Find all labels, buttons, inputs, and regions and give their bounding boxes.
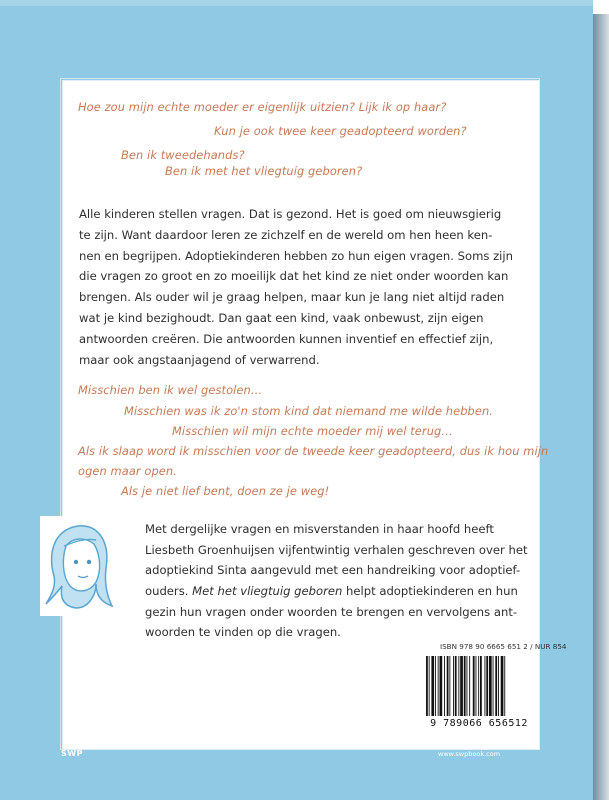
barcode-bar	[449, 656, 450, 716]
barcode-bar	[447, 656, 449, 716]
intro-line: maar ook angstaanjagend of verwarrend.	[79, 352, 320, 367]
barcode-bar	[480, 656, 482, 716]
cover-shadow	[593, 14, 609, 800]
barcode-bar	[495, 656, 497, 716]
barcode-bar	[493, 656, 494, 716]
summary-line	[145, 540, 528, 561]
publisher-website: www.swpbook.com	[438, 750, 501, 758]
girl-face-drawing-icon	[40, 516, 120, 616]
barcode-bar	[429, 656, 430, 716]
barcode-bar	[489, 656, 492, 716]
barcode-bar	[438, 656, 439, 716]
intro-line: Alle kinderen stellen vragen. Dat is gezond. Het is goed om nieuwsgierig	[79, 207, 502, 221]
barcode-bar	[473, 656, 475, 716]
barcode-bar	[440, 656, 443, 716]
barcode-bar	[498, 656, 499, 716]
barcode-bar	[478, 656, 479, 716]
summary-line	[145, 581, 525, 602]
question-line: Kun je ook twee keer geadopteerd worden?	[214, 124, 467, 138]
question-line: Ben ik met het vliegtuig geboren?	[165, 164, 363, 178]
summary-text: gezin hun vragen onder woorden te brengen en vervolgens ant-	[145, 604, 518, 619]
barcode-bars	[420, 652, 538, 718]
cover-edge	[0, 0, 593, 6]
barcode-bar	[458, 656, 459, 716]
summary-text: helpt adoptiekinderen en hun	[342, 584, 518, 599]
summary-line	[145, 560, 525, 581]
intro-line: te zijn. Want daardoor leren ze zichzelf en de wereld om hen heen ken-	[79, 227, 493, 242]
barcode	[420, 652, 538, 726]
barcode-digits: 9 789066 656512	[430, 718, 528, 729]
intro-line: nen en begrijpen. Adoptiekinderen hebben zo hun eigen vragen. Soms zijn	[79, 248, 513, 263]
intro-paragraph	[79, 204, 519, 370]
intro-line: wat je kind bezighoudt. Dan gaat een kind, vaak onbewust, zijn eigen	[79, 310, 484, 325]
summary-text: Liesbeth Groenhuijsen vijfentwintig verhalen geschreven over het	[145, 542, 528, 557]
barcode-bar	[486, 656, 488, 716]
barcode-bar	[469, 656, 470, 716]
question-line: Als je niet lief bent, doen ze je weg!	[121, 484, 330, 498]
intro-line: brengen. Als ouder wil je graag helpen, maar kun je lang niet altijd raden	[79, 290, 505, 305]
barcode-bar	[431, 656, 434, 716]
barcode-bar	[426, 656, 428, 716]
summary-line	[145, 519, 525, 540]
barcode-bar	[485, 656, 486, 716]
barcode-bar	[453, 656, 454, 716]
question-line: ogen maar open.	[78, 464, 177, 478]
summary-paragraph	[145, 519, 528, 643]
question-line: Ben ik tweedehands?	[121, 148, 245, 162]
barcode-bar	[501, 656, 504, 716]
question-line: Misschien wil mijn echte moeder mij wel terug…	[172, 424, 453, 438]
book-title: Met het vliegtuig geboren	[192, 584, 343, 599]
publisher-logo: SWP	[61, 749, 83, 758]
barcode-bar	[467, 656, 468, 716]
summary-text: ouders.	[145, 584, 193, 599]
summary-text: woorden te vinden op die vragen.	[145, 625, 341, 640]
barcode-bar	[504, 656, 505, 716]
question-line: Hoe zou mijn echte moeder er eigenlijk uitzien? Lijk ik op haar?	[78, 100, 447, 114]
intro-line: die vragen zo groot en zo moeilijk dat het kind ze niet onder woorden kan	[79, 269, 509, 284]
question-line: Misschien was ik zo'n stom kind dat niemand me wilde hebben.	[124, 404, 494, 418]
barcode-bar	[460, 656, 463, 716]
intro-line: antwoorden creëren. Die antwoorden kunnen inventief en effectief zijn,	[79, 331, 494, 346]
question-line: Misschien ben ik wel gestolen…	[78, 383, 263, 397]
summary-line	[145, 602, 525, 623]
summary-text: Met dergelijke vragen en misverstanden in haar hoofd heeft	[145, 522, 494, 536]
question-line: Als ik slaap word ik misschien voor de tweede keer geadopteerd, dus ik hou mijn	[78, 444, 549, 458]
barcode-bar	[455, 656, 457, 716]
barcode-bar	[444, 656, 445, 716]
summary-line	[145, 622, 525, 643]
barcode-bar	[476, 656, 477, 716]
barcode-bar	[435, 656, 436, 716]
summary-text: adoptiekind Sinta aangevuld met een handreiking voor adoptief-	[145, 563, 521, 578]
isbn-label: ISBN 978 90 6665 651 2 / NUR 854	[440, 642, 567, 651]
barcode-bar	[464, 656, 466, 716]
